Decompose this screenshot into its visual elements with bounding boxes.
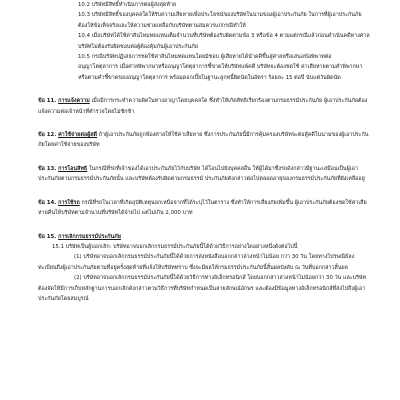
- spacer: [38, 185, 370, 198]
- clause-14-number: ข้อ 14.: [38, 199, 57, 206]
- clause-12-title: ค่าใช้จ่ายต่อผู้สดี: [58, 132, 98, 139]
- spacer: [38, 219, 370, 232]
- item-10-2: 10.2 บริษัทมีสิทธิ์ทำเนินการต่อผู้ส่งสุดท้าย: [78, 2, 177, 8]
- clause-15-number: ข้อ 15.: [38, 233, 57, 240]
- clause-13-body: ในกรณีที่รถที่เจ้าของได้เอาประกันภัยไว้กับบริษัท ได้โอนไปยังบุคคลอื่น ให้ผู้ได้มาซึ่งรถดังกล่าวมีฐานะเสมือนเป็นผู้เอาประกันภัยตามกรมธรรม์ประกันภัยนั้น และบริษัทต้องรับผิดตามกรมธรรม์ ประกันภัยดังกล่าวต่อไปตลอดอายุของกรมธรรม์ประกันภัยที่ยังเหลืออยู่: [38, 165, 365, 183]
- item-15-1: 15.1 บริษัทเป็นผู้บอกเลิก: บริษัทอาจบอกเลิกกรมธรรม์ประกันภัยนี้ได้ด้วยวิธีการอย่างใดอย่างหนึ่งดังต่อไปนี้: [52, 243, 298, 250]
- spacer: [38, 83, 370, 96]
- document-body: [38, 0, 370, 304]
- clause-14-title: การใช้รถ: [58, 199, 80, 206]
- clause-13-number: ข้อ 13.: [38, 165, 57, 172]
- clause-13-title: การโอนสิทธิ: [58, 165, 88, 172]
- item-10-4: [38, 31, 370, 52]
- clause-14-body: กรณีที่รถในเวลาที่เกิดอุบัติเหตุนอกเหนือจากที่ได้ระบุไว้ในตาราง ซึ่งทำให้การเสี่ยงภัยเพิ่มขึ้น ผู้เอาประกันภัยต้องชดใช้ค่าเสียหายคืนให้บริษัทตามจำนวนที่บริษัทได้จ่ายไป แต่ไม่เกิน 2,000 บาท: [38, 199, 367, 217]
- clause-11-body: เมื่อมีการกระทำความผิดในทางอาญาโดยบุคคลใด ซึ่งทำให้เกิดสิทธิเรียกร้องตามกรมธรรม์ประกันภัย ผู้เอาประกันภัยต้องแจ้งความต่อเจ้าหน้าที่ตำรวจโดยไม่ชักช้า: [38, 98, 368, 115]
- clause-15-heading: [38, 232, 370, 242]
- spacer: [38, 151, 370, 164]
- clause-11: [38, 96, 370, 117]
- clause-12-body: ถ้าผู้เอาประกันภัยถูกฟ้องศาลให้ใช้ค่าเสียหาย ซึ่งการประกันภัยนี้มีการคุ้มครองบริษัทจะต่อสู้คดีในนามของผู้เอาประกันภัยโดยค่าใช้จ่ายของบริษัท: [38, 132, 369, 149]
- clause-14: [38, 198, 370, 219]
- clause-13: [38, 164, 370, 185]
- item-15-1-sub-2: (2) บริษัทอาจบอกเลิกกรมธรรม์ประกันภัยนี้ได้ด้วยวิธีการทางอิเล็กทรอนิกส์ โดยบอกกล่าวล่วงหน้าไม่น้อยกว่า 30 วัน และบริษัทต้องจัดให้มีการเก็บหลักฐานการบอกเลิกดังกล่าวตามวิธีการที่บริษัทกำหนดเป็นลายลักษณ์อักษร และต้องมีข้อมูลทางอิเล็กทรอนิกส์ที่ส่งไปถึงผู้เอาประกันภัยโดยสมบูรณ์: [38, 275, 367, 302]
- item-10-5: [38, 52, 370, 83]
- item-10-3-text: 10.3 บริษัทมีสิทธิ์ของบุคคลใดให้รับความเสียหายเพื่อประโยชน์ของบริษัทในนามของผู้เอาประกันภัย ในการที่ผู้เอาประกันภัยต้องให้ข้อเท็จจริงและให้ความช่วยเหลือกับบริษัทตามสมควรแก่กรณีทำให้: [78, 12, 362, 29]
- item-15-1-sub-1: (1) บริษัทอาจบอกเลิกกรมธรรม์ประกันภัยนี้ได้ด้วยการส่งหนังสือบอกกล่าวล่วงหน้าไม่น้อย กว่า 30 วัน โดยทางไปรษณีย์ลงทะเบียนถึงผู้เอาประกันภัยตามที่อยู่ครั้งสุดท้ายที่แจ้งให้บริษัททราบ ซึ่งจะมีผลให้กรมธรรม์ประกันภัยนี้สิ้นผลบังคับ ณ วันที่บอกกล่าวสิ้นผล: [38, 254, 355, 271]
- item-10-3: [38, 10, 370, 31]
- item-10-5-text: 10.5 กรณีบริษัทปฏิเสธการชดใช้ค่าสินไหมทดแทนโดยมิชอบ ผู้เสียหายได้นำคดีขึ้นสู่ศาลหรือเสนอข้อพิพาทต่ออนุญาโตตุลาการ เมื่อศาลพิพากษาหรืออนุญาโตตุลาการชี้ขาดให้บริษัทแพ้คดี บริษัทจะต้องชดใช้ ค่าเสียหายตามคำพิพากษาหรือตามคำชี้ขาดของอนุญาโตตุลาการ พร้อมดอกเบี้ยในฐานะลูกหนี้ผิดนัดในอัตรา ร้อยละ 15 ต่อปี นับแต่วันผิดนัด: [78, 54, 363, 81]
- clause-12-number: ข้อ 12.: [38, 132, 57, 139]
- spacer: [38, 117, 370, 130]
- clause-11-title: การแจ้งความ: [58, 98, 90, 105]
- clause-12: [38, 130, 370, 151]
- clause-11-number: ข้อ 11.: [38, 98, 57, 105]
- item-10-4-text: 10.4 เมื่อบริษัทได้ใช้ค่าสินไหมทดแทนเต็มจำนวนที่บริษัทต้องรับผิดตามข้อ 3 หรือข้อ 4 ตามแต่กรณีแล้วก่อนดำเนินคดีทางศาล บริษัทไม่ต้องรับผิดชอบต่อผู้ต้องคุ้มกันผู้เอาประกันภัย: [78, 33, 370, 50]
- clause-15-title: การเลิกกรมธรรม์ประกันภัย: [58, 233, 121, 240]
